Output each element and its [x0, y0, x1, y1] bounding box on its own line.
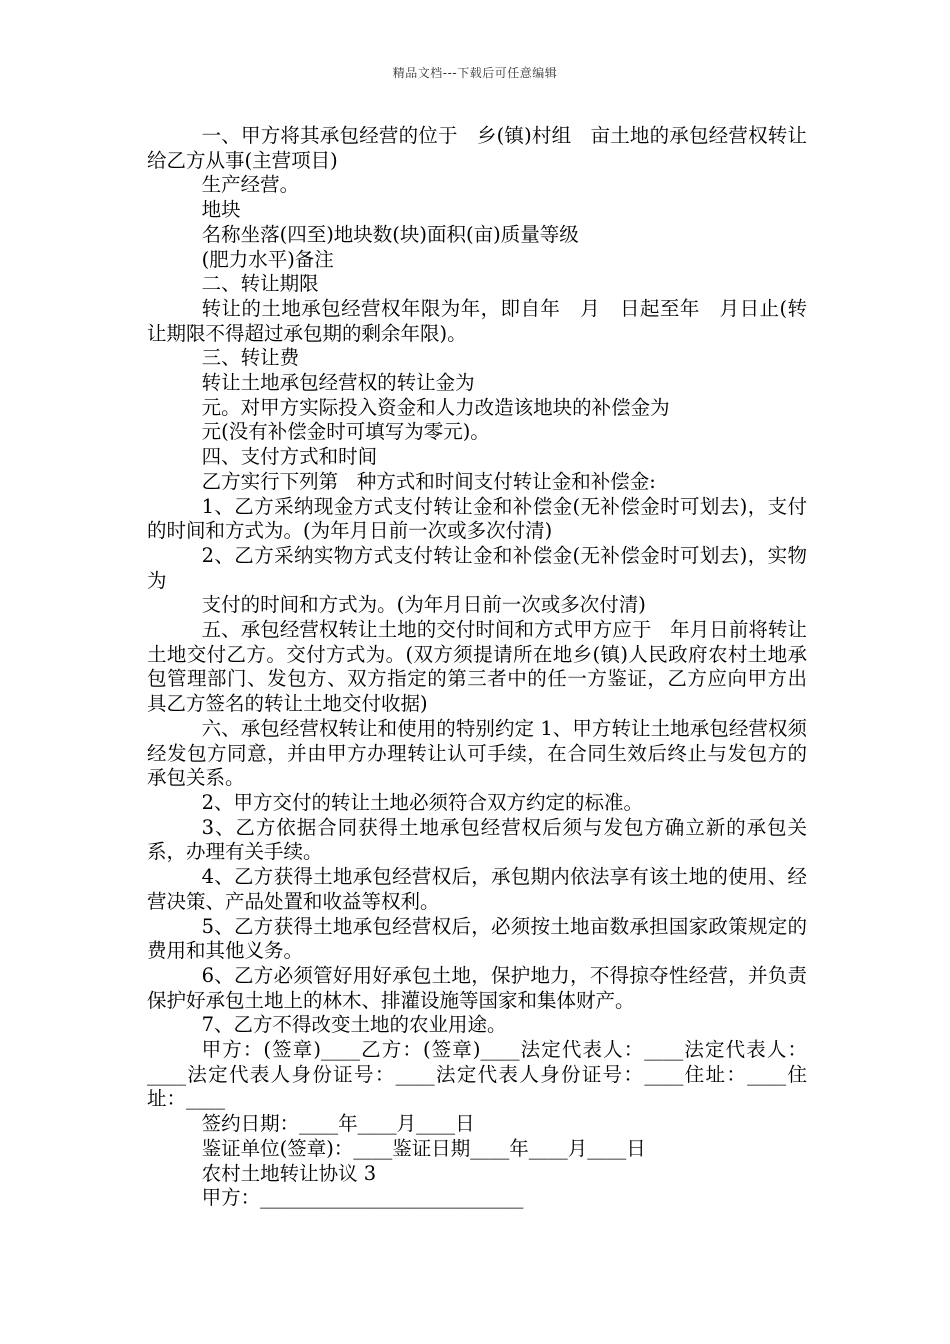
document-body — [147, 124, 807, 1211]
paragraph-verification: 鉴证单位(签章)：____鉴证日期____年____月____日 — [201, 1136, 646, 1160]
paragraph-transfer-object: 一、甲方将其承包经营的位于 乡(镇)村组 亩土地的承包经营权转让给乙方从事(主营项目) — [147, 124, 807, 172]
paragraph-payment-method: 乙方实行下列第 种方式和时间支付转让金和补偿金: — [201, 469, 656, 493]
paragraph-signatures: 甲方：(签章)____乙方：(签章)____法定代表人：____法定代表人：____法定代表人身份证号：____法定代表人身份证号：____住址：____住址：____ — [147, 1038, 807, 1111]
paragraph-special-3: 3、乙方依据合同获得土地承包经营权后须与发包方确立新的承包关系，办理有关手续。 — [147, 815, 807, 864]
paragraph-production: 生产经营。 — [201, 173, 300, 197]
paragraph-sign-date: 签约日期：____年____月____日 — [201, 1112, 475, 1136]
paragraph-compensation: 元。对甲方实际投入资金和人力改造该地块的补偿金为 — [201, 395, 670, 419]
paragraph-compensation-note: 元(没有补偿金时可填写为零元)。 — [201, 420, 490, 444]
paragraph-payment-cash: 1、乙方采纳现金方式支付转让金和补偿金(无补偿金时可划去)，支付的时间和方式为。(为年月日前一次或多次付清) — [147, 494, 807, 543]
heading-transfer-term: 二、转让期限 — [201, 272, 319, 296]
paragraph-payment-kind: 2、乙方采纳实物方式支付转让金和补偿金(无补偿金时可划去)，实物为 — [147, 543, 807, 592]
paragraph-delivery: 五、承包经营权转让土地的交付时间和方式甲方应于 年月日前将转让土地交付乙方。交付方式为。(双方须提请所在地乡(镇)人民政府农村土地承包管理部门、发包方、双方指定的第三者中的任一方鉴证，乙方应向甲方出具乙方签名的转让土地交付收据) — [147, 618, 807, 716]
paragraph-special-7: 7、乙方不得改变土地的农业用途。 — [201, 1013, 507, 1037]
paragraph-transfer-term: 转让的土地承包经营权年限为年，即自年 月 日起至年 月日止(转让期限不得超过承包期的剩余年限)。 — [147, 296, 807, 345]
paragraph-special-1: 六、承包经营权转让和使用的特别约定 1、甲方转让土地承包经营权须经发包方同意，并由甲方办理转让认可手续，在合同生效后终止与发包方的承包关系。 — [147, 716, 807, 790]
paragraph-party-a: 甲方：___________________________ — [201, 1186, 524, 1210]
paragraph-special-4: 4、乙方获得土地承包经营权后，承包期内依法享有该土地的使用、经营决策、产品处置和收益等权利。 — [147, 865, 807, 913]
heading-transfer-fee: 三、转让费 — [201, 346, 300, 370]
page-header: 精品文档---下载后可任意编辑 — [392, 66, 558, 80]
paragraph-special-2: 2、甲方交付的转让土地必须符合双方约定的标准。 — [201, 790, 644, 814]
paragraph-payment-kind-time: 支付的时间和方式为。(为年月日前一次或多次付清) — [201, 593, 646, 617]
paragraph-plot-remark: (肥力水平)备注 — [201, 247, 334, 271]
paragraph-plot-columns: 名称坐落(四至)地块数(块)面积(亩)质量等级 — [201, 222, 579, 246]
paragraph-title-3: 农村土地转让协议 3 — [201, 1161, 377, 1185]
heading-payment: 四、支付方式和时间 — [201, 445, 378, 469]
paragraph-special-5: 5、乙方获得土地承包经营权后，必须按土地亩数承担国家政策规定的费用和其他义务。 — [147, 914, 807, 963]
paragraph-plot: 地块 — [201, 198, 241, 222]
paragraph-transfer-fee: 转让土地承包经营权的转让金为 — [201, 371, 475, 395]
paragraph-special-6: 6、乙方必须管好用好承包土地，保护地力，不得掠夺性经营，并负责保护好承包土地上的林木、排灌设施等国家和集体财产。 — [147, 963, 807, 1012]
